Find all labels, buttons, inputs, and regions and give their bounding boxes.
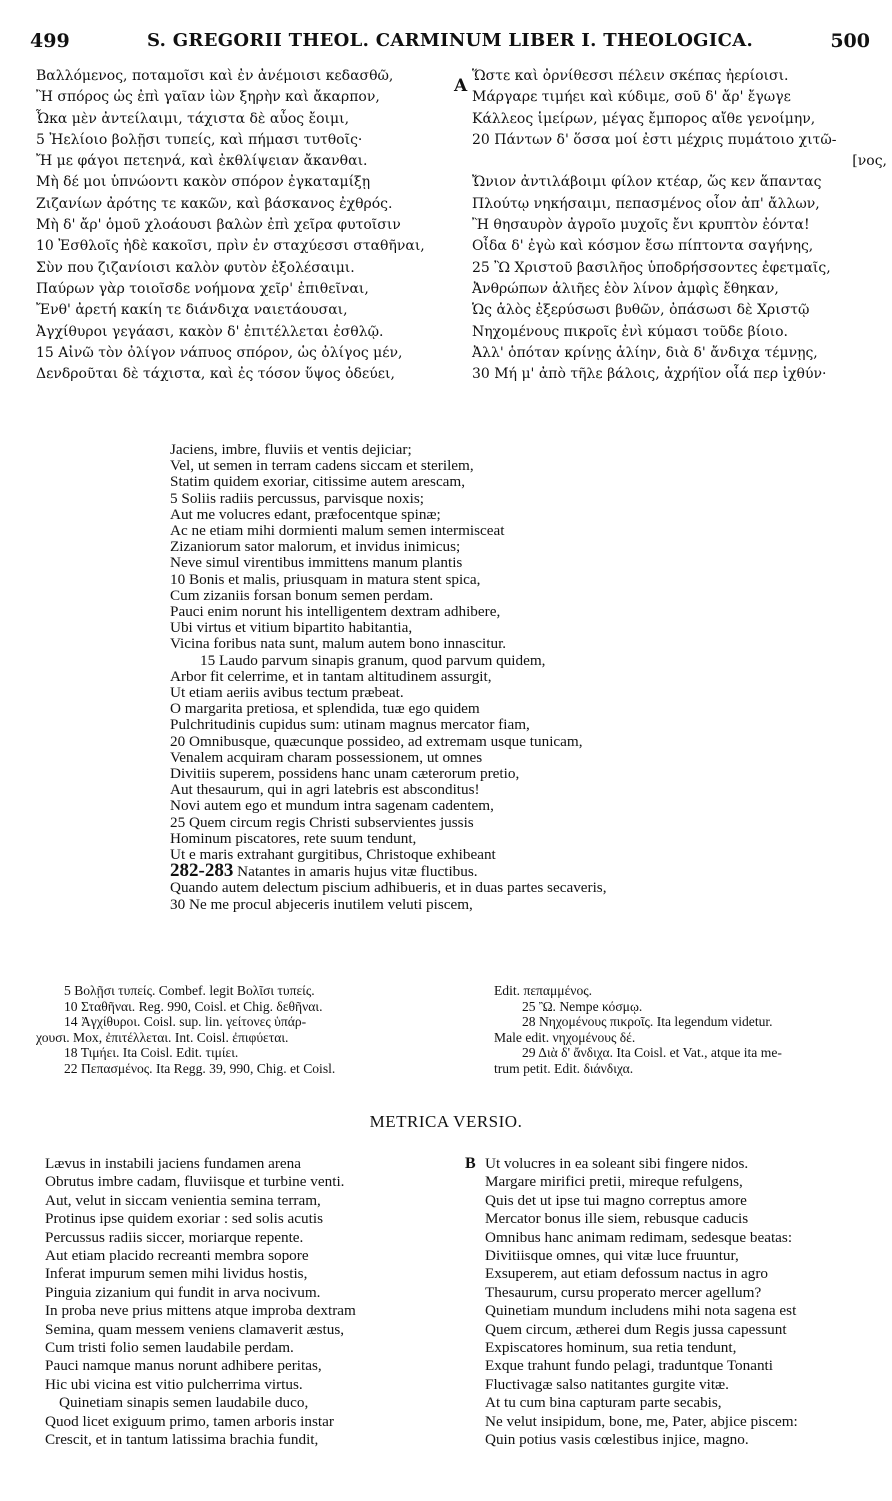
verse-column-left xyxy=(45,1155,465,1450)
verse-line: Expiscatores hominum, sua retia tendunt, xyxy=(485,1339,737,1357)
verse-line: Exque trahunt fundo pelagi, traduntque Tonanti xyxy=(485,1357,773,1375)
latin-line: Aut me volucres edant, præfocentque spinæ; xyxy=(170,505,441,523)
latin-line: 15 Laudo parvum sinapis granum, quod parvum quidem, xyxy=(200,651,546,669)
verse-line: Cum tristi folio semen laudabile perdam. xyxy=(45,1339,294,1357)
verse-line: Omnibus hanc animam redimam, sedesque beatas: xyxy=(485,1228,793,1246)
greek-line: Ὡς ἁλὸς ἐξερύσωσι βυθῶν, ὀπάσωσι δὲ Χριστῷ xyxy=(472,302,810,319)
greek-line: Ὤνιον ἀντιλάβοιμι φίλον κτέαρ, ὥς κεν ἅπαντας xyxy=(472,174,822,191)
note-line: 5 Βολῇσι τυπείς. Combef. legit Βολῖσι τυπείς. xyxy=(64,983,315,998)
verse-line: Quinetiam sinapis semen laudabile duco, xyxy=(59,1394,309,1412)
verse-line: Margare mirifici pretii, mireque refulgens, xyxy=(485,1173,743,1191)
greek-line: Πλούτῳ νηκήσαιμι, πεπασμένος οἷον ἀπ' ἄλλων, xyxy=(472,195,820,212)
migne-column-number: 282-283 xyxy=(170,860,234,882)
section-title: METRICA VERSIO. xyxy=(369,1112,523,1131)
verse-line: Exsuperem, aut etiam defossum nactus in agro xyxy=(485,1265,769,1283)
note-line: 10 Σταθῆναι. Reg. 990, Coisl. et Chig. δεθῆναι. xyxy=(64,998,323,1014)
page-header xyxy=(30,30,870,58)
greek-line-continuation: [νος, xyxy=(852,153,887,170)
greek-line: Σὺν που ζιζανίοισι καλὸν φυτὸν ἐξολέσαιμι. xyxy=(36,259,355,276)
greek-line: Ἀλλ' ὁπόταν κρίνῃς ἁλίην, διὰ δ' ἄνδιχα τέμνῃς, xyxy=(472,344,818,361)
greek-line: 25 Ὢ Χριστοῦ βασιλῆος ὑποδρήσσοντες ἐφετμαῖς, xyxy=(472,259,831,276)
latin-line: 10 Bonis et malis, priusquam in matura stent spica, xyxy=(170,570,481,588)
page-number-right: 500 xyxy=(830,30,870,52)
latin-line: Novi autem ego et mundum intra sagenam cadentem, xyxy=(170,797,494,815)
notes-column-left xyxy=(36,983,482,1077)
column-marker-a: A xyxy=(454,76,468,96)
greek-line: Μάργαρε τιμήει καὶ κύδιμε, σοῦ δ' ἄρ' ἔγωγε xyxy=(472,89,791,106)
latin-line: 20 Omnibusque, quæcunque possideo, ad extremam usque tunicam, xyxy=(170,732,583,750)
latin-line: Ubi virtus et vitium bipartito habitantia, xyxy=(170,619,413,637)
greek-line: Ζιζανίων ἀρότης τε κακῶν, καὶ βάσκανος ἐχθρός. xyxy=(36,195,393,212)
page-number-left: 499 xyxy=(30,30,70,52)
greek-line: Δενδροῦται δὲ τάχιστα, καὶ ἐς τόσον ὕψος ὀδεύει, xyxy=(36,366,395,383)
greek-line: Νηχομένους πικροῖς ἐνὶ κύμασι τοῦδε βίοιο. xyxy=(472,323,788,340)
verse-line: Ut volucres in ea soleant sibi fingere nidos. xyxy=(485,1155,749,1172)
verse-line: Fluctivagæ salso natitantes gurgite vitæ. xyxy=(485,1375,729,1393)
latin-line-text: Natantes in amaris hujus vitæ fluctibus. xyxy=(237,863,478,881)
latin-line: Statim quidem exoriar, citissime autem arescam, xyxy=(170,473,466,491)
latin-line: Jaciens, imbre, fluviis et ventis dejiciar; xyxy=(170,441,412,458)
verse-line: Lævus in instabili jaciens fundamen arena xyxy=(45,1155,302,1172)
verse-line: Protinus ipse quidem exoriar : sed solis acutis xyxy=(45,1210,323,1228)
latin-line: Vel, ut semen in terram cadens siccam et sterilem, xyxy=(170,457,474,475)
notes-column-right xyxy=(494,983,889,1077)
note-line: 18 Τιμήει. Ita Coisl. Edit. τιμίει. xyxy=(64,1045,239,1061)
verse-line: Aut etiam placido recreanti membra sopore xyxy=(45,1247,309,1265)
latin-line: 25 Quem circum regis Christi subservientes jussis xyxy=(170,813,474,831)
greek-column-left xyxy=(36,66,451,385)
latin-line-with-page-ref xyxy=(170,860,880,882)
greek-line: Παύρων γὰρ τοιοῖσδε νοήμονα χεῖρ' ἐπιθεῖναι, xyxy=(36,280,369,297)
running-title: S. GREGORII THEOL. CARMINUM LIBER I. THEOLOGICA. xyxy=(146,30,754,51)
greek-line: Οἶδα δ' ἐγὼ καὶ κόσμον ἔσω πίπτοντα σαγήνης, xyxy=(472,238,814,255)
greek-line: Ὥστε καὶ ὀρνίθεσσι πέλειν σκέπας ἠερίοισι. xyxy=(472,68,789,84)
latin-line: Ac ne etiam mihi dormienti malum semen intermisceat xyxy=(170,522,505,540)
latin-line: Arbor fit celerrime, et in tantam altitudinem assurgit, xyxy=(170,667,492,685)
verse-line: Mercator bonus ille siem, rebusque caducis xyxy=(485,1210,749,1228)
greek-line: 30 Μή μ' ἀπὸ τῆλε βάλοις, ἀχρήϊον οἷά περ ἰχθύν· xyxy=(472,366,827,383)
greek-line: Ἀνθρώπων ἁλιῆες ἑὸν λίνον ἀμφὶς ἔθηκαν, xyxy=(472,280,779,297)
note-line: Male edit. νηχομένους δέ. xyxy=(494,1029,636,1045)
note-line: 28 Νηχομένους πικροῖς. Ita legendum videtur. xyxy=(522,1014,773,1030)
column-marker-b: B xyxy=(465,1155,476,1172)
verse-line: Aut, velut in siccam venientia semina terram, xyxy=(45,1191,321,1209)
latin-line: Cum zizaniis forsan bonum semen perdam. xyxy=(170,586,434,604)
note-line: 22 Πεπασμένος. Ita Regg. 39, 990, Chig. et Coisl. xyxy=(64,1060,336,1076)
greek-line: Ὦκα μὲν ἀντείλαιμι, τάχιστα δὲ αὖος ἔοιμι, xyxy=(36,110,350,127)
greek-line: Ἤ με φάγοι πετεηνά, καὶ ἐκθλίψειαν ἄκανθαι. xyxy=(36,153,368,170)
latin-line: 5 Soliis radiis percussus, parvisque noxis; xyxy=(170,489,424,507)
note-line: 29 Διὰ δ' ἄνδιχα. Ita Coisl. et Vat., atque ita me- xyxy=(522,1045,782,1061)
latin-translation xyxy=(170,442,880,913)
greek-line: 5 Ἠελίοιο βολῇσι τυπείς, καὶ πήμασι τυτθοῖς· xyxy=(36,131,363,148)
verse-line: Hic ubi vicina est vitio pulcherrima virtus. xyxy=(45,1375,303,1393)
greek-line: Κάλλεος ἱμείρων, μέγας ἔμπορος αἴθε γενοίμην, xyxy=(472,110,816,127)
greek-line: 20 Πάντων δ' ὅσσα μοί ἐστι μέχρις πυμάτοιο χιτῶ- xyxy=(472,131,837,148)
latin-line: Divitiis superem, possidens hanc unam cæterorum pretio, xyxy=(170,765,520,783)
latin-line: Venalem acquiram charam possessionem, ut omnes xyxy=(170,748,483,766)
greek-line: Ἀγχίθυροι γεγάασι, κακὸν δ' ἐπιτέλλεται ἐσθλῷ. xyxy=(36,323,384,340)
latin-line: Pauci enim norunt his intelligentem dextram adhibere, xyxy=(170,603,501,621)
verse-line: In proba neve prius mittens atque improba dextram xyxy=(45,1302,356,1320)
latin-line: Hominum piscatores, rete suum tendunt, xyxy=(170,829,417,847)
verse-line: Quinetiam mundum includens mihi nota sagena est xyxy=(485,1302,797,1320)
latin-line: O margarita pretiosa, et splendida, tuæ ego quidem xyxy=(170,700,480,718)
verse-line: Thesaurum, cursu properato mercer agellum? xyxy=(485,1283,762,1301)
note-line: Edit. πεπαμμένος. xyxy=(494,983,593,998)
latin-line: Ut e maris extrahant gurgitibus, Christoque exhibeant xyxy=(170,846,496,864)
verse-line: Pinguia zizanium qui fundit in arva nocivum. xyxy=(45,1283,321,1301)
greek-line: Ἢ θησαυρὸν ἀγροῖο μυχοῖς ἔνι κρυπτὸν ἐόντα! xyxy=(472,217,810,234)
latin-line: Aut thesaurum, qui in agri latebris est absconditus! xyxy=(170,781,480,799)
verse-line: Ne velut insipidum, bone, me, Pater, abjice piscem: xyxy=(485,1412,798,1430)
verse-line: Quod licet exiguum primo, tamen arboris instar xyxy=(45,1412,334,1430)
verse-line: Quis det ut ipse tui magno correptus amore xyxy=(485,1191,747,1209)
greek-line: 15 Αἰνῶ τὸν ὀλίγον νάπυος σπόρον, ὡς ὀλίγος μέν, xyxy=(36,344,403,361)
verse-column-right xyxy=(485,1155,892,1450)
note-line: trum petit. Edit. διάνδιχα. xyxy=(494,1060,634,1076)
verse-line: At tu cum bina capturam parte secabis, xyxy=(485,1394,722,1412)
latin-line: Vicina foribus nata sunt, malum autem bono innascitur. xyxy=(170,635,507,653)
verse-line: Semina, quam messem veniens clamaverit æstus, xyxy=(45,1320,345,1338)
greek-line: Ἔνθ' ἀρετή κακίη τε διάνδιχα ναιετάουσαι, xyxy=(36,302,348,319)
latin-line: Ut etiam aeriis avibus tectum præbeat. xyxy=(170,684,404,702)
latin-line: Pulchritudinis cupidus sum: utinam magnus mercator fiam, xyxy=(170,716,530,734)
latin-line: Quando autem delectum piscium adhibueris, et in duas partes secaveris, xyxy=(170,879,607,897)
latin-line: 30 Ne me procul abjeceris inutilem veluti piscem, xyxy=(170,895,473,913)
verse-line: Quem circum, ætherei dum Regis jussa capessunt xyxy=(485,1320,787,1338)
greek-column-right xyxy=(472,66,887,385)
greek-line: Μὴ δέ μοι ὑπνώοντι κακὸν σπόρον ἐγκαταμίξῃ xyxy=(36,174,371,191)
greek-line: Μὴ δ' ἄρ' ὁμοῦ χλοάουσι βαλὼν ἐπὶ χεῖρα φυτοῖσιν xyxy=(36,217,401,234)
latin-line: Zizaniorum sator malorum, et invidus inimicus; xyxy=(170,538,461,556)
verse-line: Percussus radiis siccer, moriarque repente. xyxy=(45,1228,304,1246)
verse-line: Obrutus imbre cadam, fluviisque et turbine venti. xyxy=(45,1173,345,1191)
greek-line: Βαλλόμενος, ποταμοῖσι καὶ ἐν ἀνέμοισι κεδασθῶ, xyxy=(36,68,394,84)
critical-notes xyxy=(36,983,886,1093)
verse-line: Inferat impurum semen mihi lividus hostis, xyxy=(45,1265,308,1283)
verse-line: Pauci namque manus norunt adhibere peritas, xyxy=(45,1357,322,1375)
verse-line: Crescit, et in tantum latissima brachia fundit, xyxy=(45,1431,319,1449)
note-line: 25 Ὢ. Nempe κόσμῳ. xyxy=(522,998,643,1014)
verse-line: Divitiisque omnes, qui vitæ luce fruuntur, xyxy=(485,1247,739,1265)
note-line: 14 Ἀγχίθυροι. Coisl. sup. lin. γείτονες ὑπάρ- xyxy=(64,1014,307,1030)
latin-line: Neve simul virentibus immittens manum plantis xyxy=(170,554,463,572)
greek-line: 10 Ἐσθλοῖς ἠδὲ κακοῖσι, πρὶν ἐν σταχύεσσι σταθῆναι, xyxy=(36,238,425,255)
note-line: χουσι. Mox, ἐπιτέλλεται. Int. Coisl. ἐπιφύεται. xyxy=(36,1029,289,1045)
verse-line: Quin potius vasis cœlestibus injice, magno. xyxy=(485,1431,749,1449)
greek-line: Ἢ σπόρος ὡς ἐπὶ γαῖαν ἰὼν ξηρὴν καὶ ἄκαρπον, xyxy=(36,89,380,106)
